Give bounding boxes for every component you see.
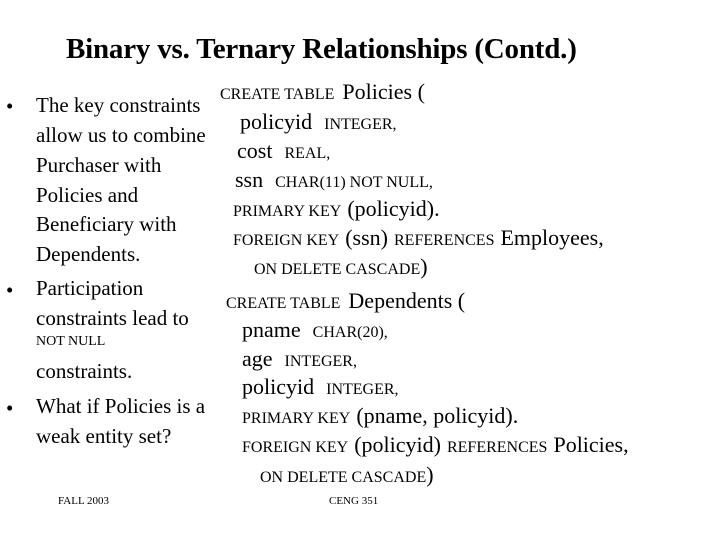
footer-date: FALL 2003 (58, 495, 110, 507)
sql-column-type: INTEGER, (284, 353, 357, 370)
sql-referenced-table: Employees, (500, 225, 604, 250)
bullet-1-line-5: Beneficiary with (36, 212, 177, 236)
sql-line-create-policies (220, 79, 425, 105)
sql-line-foreign-key (242, 432, 629, 458)
sql-keyword: PRIMARY KEY (242, 410, 351, 427)
sql-keyword: PRIMARY KEY (233, 203, 342, 220)
sql-keyword: REFERENCES (446, 439, 548, 456)
sql-line-ssn (235, 167, 433, 193)
sql-column-type: INTEGER, (324, 116, 397, 133)
sql-close-paren: ) (420, 254, 428, 279)
bullet-2-line-1: Participation (36, 276, 144, 300)
sql-column-name: pname (242, 317, 301, 342)
bullet-3-line-2: weak entity set? (36, 424, 172, 448)
sql-column-type: CHAR(11) NOT NULL, (275, 174, 433, 191)
sql-column-type: REAL, (284, 145, 331, 162)
sql-table-name: Policies ( (342, 79, 425, 104)
not-null-keyword: NOT NULL (36, 334, 106, 349)
sql-key-columns: (policyid) (354, 432, 441, 457)
bullet-1-line-4: Policies and (36, 183, 139, 207)
sql-column-name: policyid (240, 109, 313, 134)
bullet-marker: • (6, 94, 14, 118)
sql-column-name: policyid (242, 374, 315, 399)
sql-keyword: CREATE TABLE (220, 86, 335, 103)
sql-line-policyid (242, 374, 399, 400)
sql-close-paren: ) (426, 462, 434, 487)
sql-keyword: CREATE TABLE (226, 295, 341, 312)
sql-keyword: FOREIGN KEY (233, 232, 340, 249)
sql-line-foreign-key (233, 225, 604, 251)
sql-line-age (242, 346, 357, 372)
bullet-2-line-4: constraints. (36, 359, 133, 383)
sql-line-primary-key (233, 196, 440, 222)
sql-key-columns: (policyid). (347, 196, 440, 221)
sql-column-name: age (242, 346, 273, 371)
sql-table-name: Dependents ( (348, 288, 466, 313)
bullet-marker: • (6, 278, 14, 302)
sql-column-type: INTEGER, (326, 381, 399, 398)
sql-line-on-delete (254, 254, 428, 280)
slide-title: Binary vs. Ternary Relationships (Contd.) (66, 33, 577, 65)
bullet-1-line-3: Purchaser with (36, 153, 162, 177)
sql-keyword: FOREIGN KEY (242, 439, 349, 456)
bullet-marker: • (6, 396, 14, 420)
bullet-1-line-2: allow us to combine (36, 123, 206, 147)
bullet-3-line-1: What if Policies is a (36, 394, 206, 418)
sql-keyword: REFERENCES (394, 232, 495, 249)
bullet-1-line-1: The key constraints (36, 93, 201, 117)
sql-key-columns: (pname, policyid). (356, 403, 519, 428)
sql-line-primary-key (242, 403, 518, 429)
sql-referenced-table: Policies, (553, 432, 629, 457)
sql-line-pname (242, 317, 388, 343)
sql-keyword: ON DELETE CASCADE (254, 261, 421, 278)
sql-column-name: cost (237, 138, 273, 163)
bullet-2-line-2: constraints lead to (36, 306, 189, 330)
bullet-1-line-6: Dependents. (36, 242, 141, 266)
sql-column-type: CHAR(20), (312, 324, 388, 341)
footer-course: CENG 351 (329, 495, 379, 507)
sql-line-policyid (240, 109, 397, 135)
sql-line-create-dependents (226, 288, 465, 314)
sql-line-cost (237, 138, 330, 164)
sql-line-on-delete (260, 462, 434, 488)
sql-keyword: ON DELETE CASCADE (260, 469, 427, 486)
sql-column-name: ssn (235, 167, 264, 192)
sql-key-columns: (ssn) (345, 225, 388, 250)
